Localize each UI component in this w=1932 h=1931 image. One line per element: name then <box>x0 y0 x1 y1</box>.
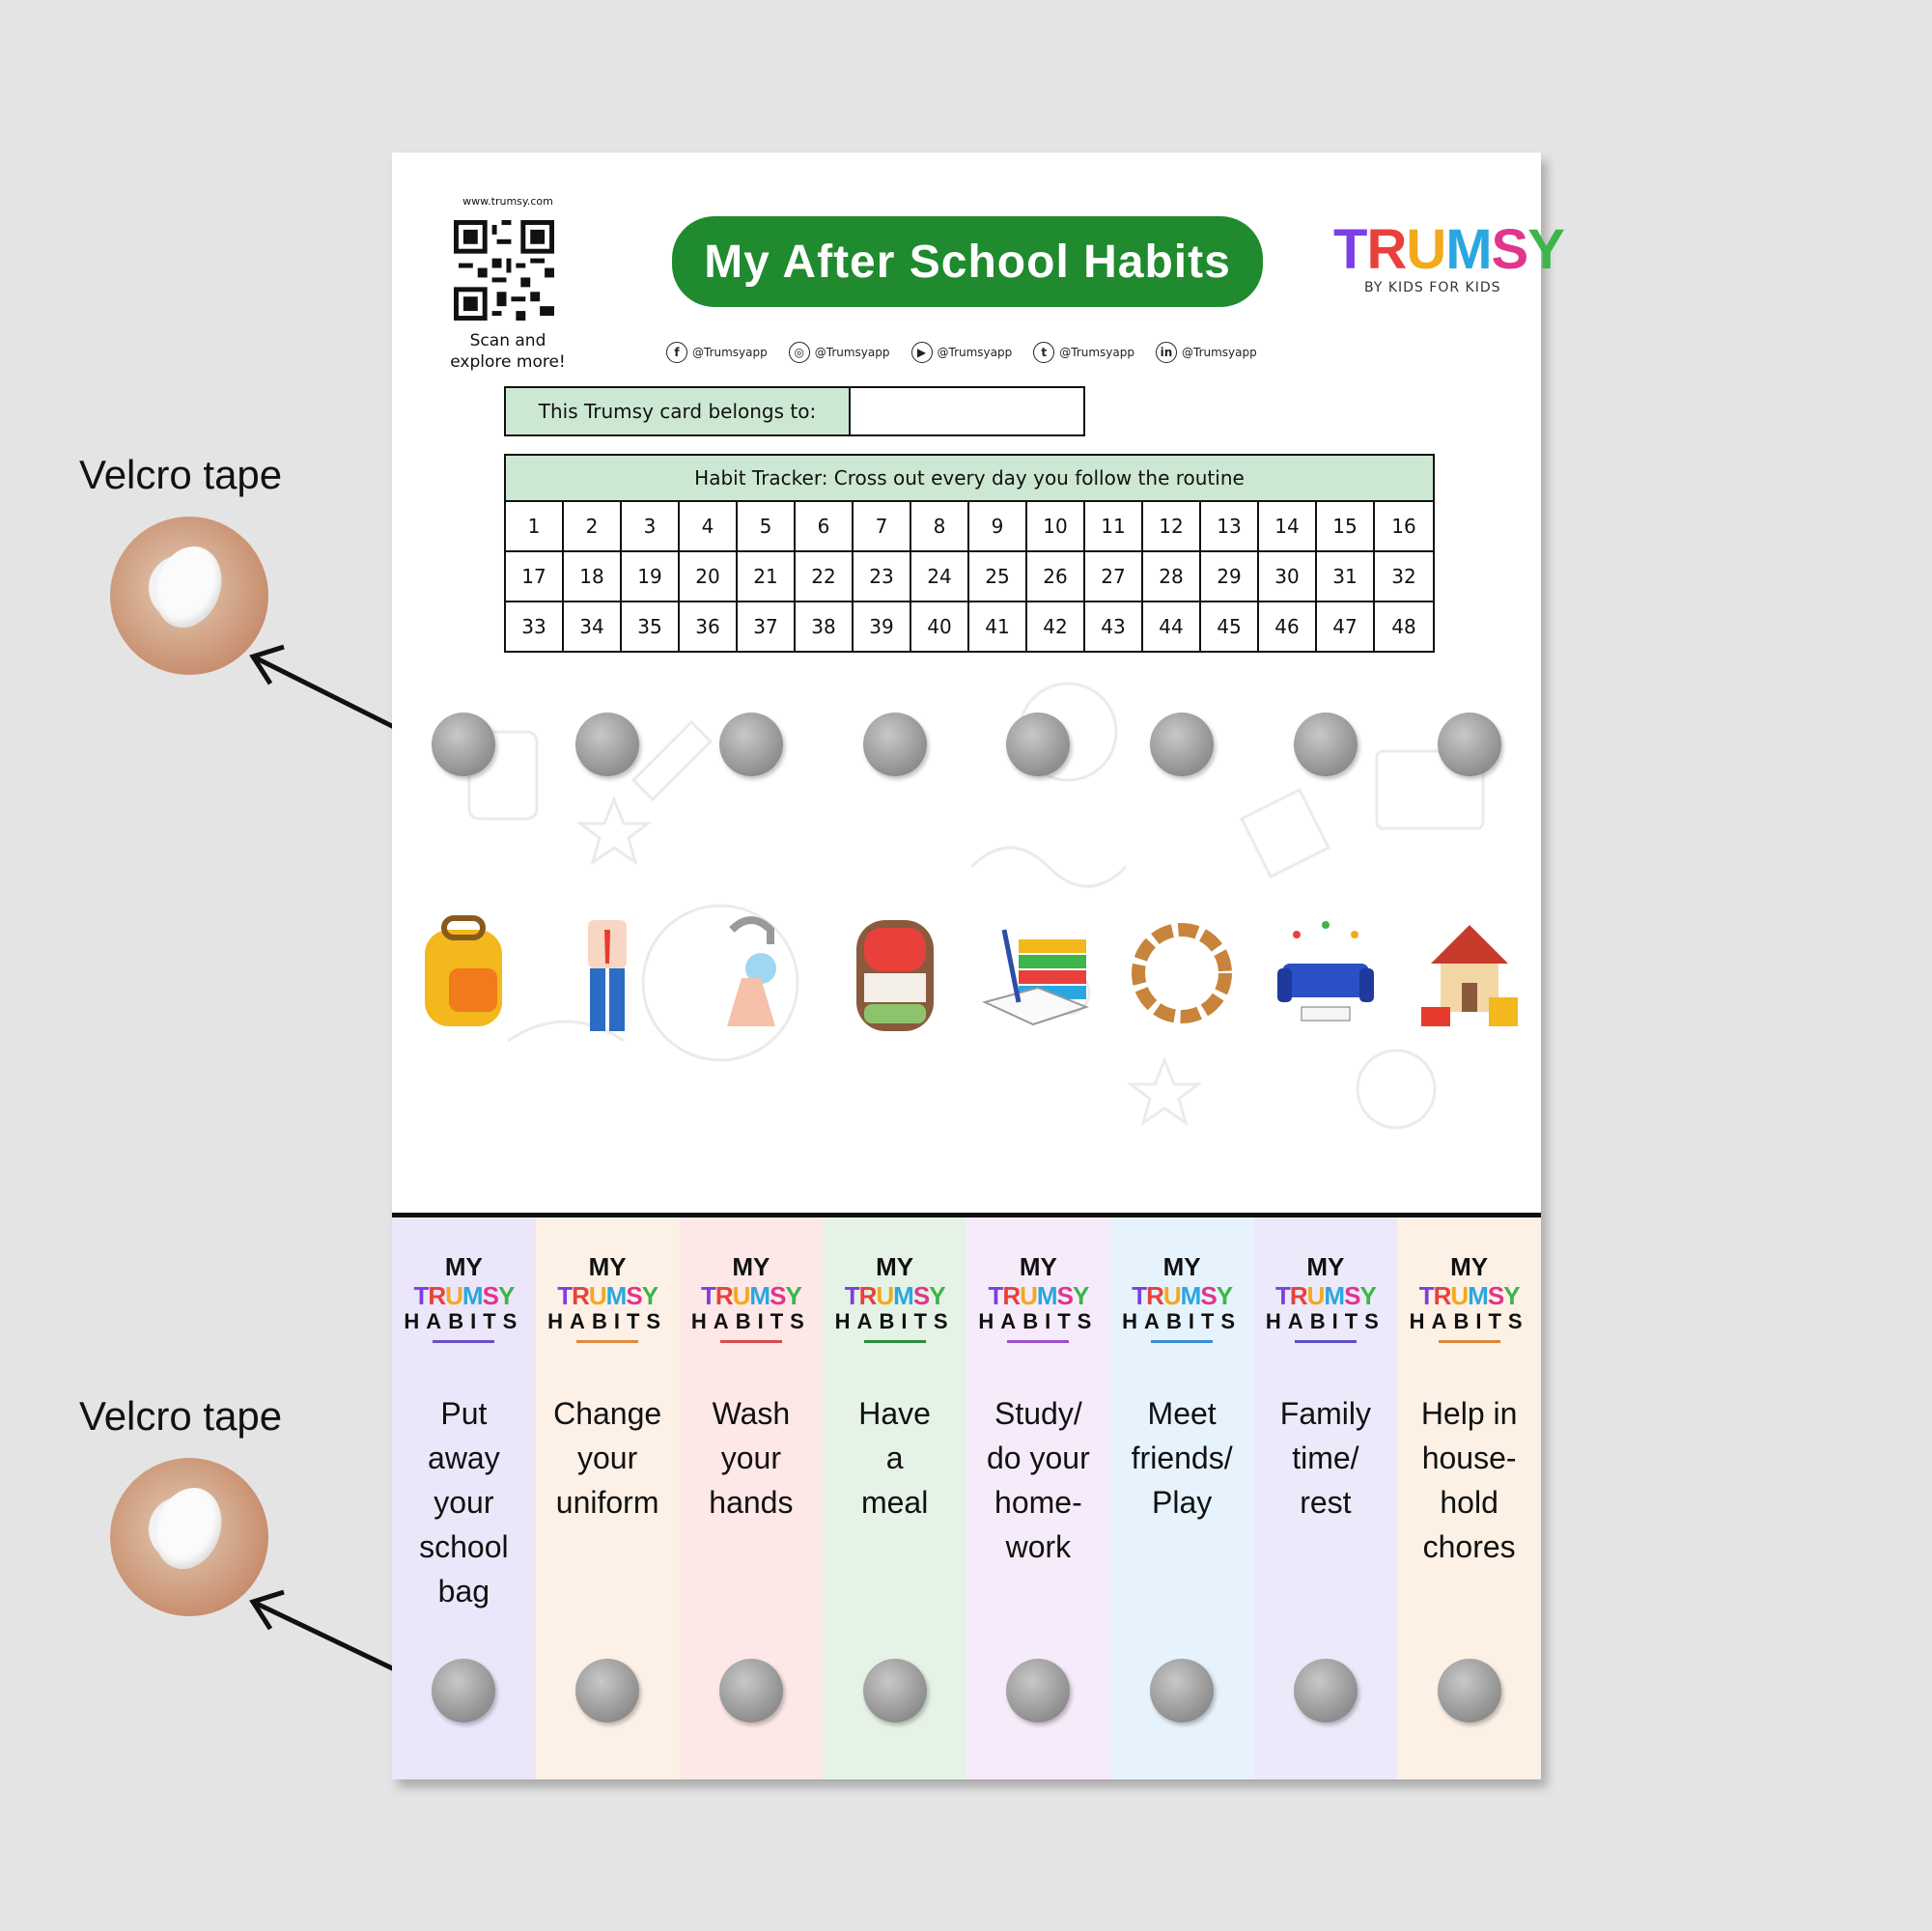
habit-label <box>1110 1391 1254 1525</box>
social-handle: @Trumsyapp <box>692 346 768 359</box>
velcro-dot-bottom-1 <box>432 1659 495 1722</box>
social-handle: @Trumsyapp <box>814 346 890 359</box>
tracker-day-cell[interactable]: 14 <box>1259 502 1317 552</box>
tracker-day-cell[interactable]: 19 <box>622 552 680 602</box>
tracker-day-cell[interactable]: 22 <box>796 552 854 602</box>
logo-wordmark: TRUMSY <box>1333 218 1564 281</box>
qr-caption: Scan and explore more! <box>450 331 566 372</box>
youtube-icon: ▶ <box>911 342 933 363</box>
tracker-day-cell[interactable]: 43 <box>1085 602 1143 651</box>
habit-label-line: meal <box>860 1485 929 1520</box>
tracker-day-cell[interactable]: 1 <box>506 502 564 552</box>
badge-habits: HABITS <box>1265 1309 1386 1333</box>
social-link-instagram[interactable] <box>789 342 890 363</box>
habit-label-line: house- <box>1421 1441 1517 1475</box>
my-trumsy-habits-badge <box>1254 1252 1398 1343</box>
habit-label-line: your <box>434 1485 494 1520</box>
habit-label-line: Put <box>440 1396 488 1431</box>
badge-underline <box>1151 1340 1213 1343</box>
social-link-linkedin[interactable] <box>1156 342 1257 363</box>
habit-label-line: hands <box>709 1485 794 1520</box>
badge-trumsy: TRUMSY <box>557 1281 658 1310</box>
tracker-day-cell[interactable]: 21 <box>738 552 796 602</box>
velcro-dot-top-6 <box>1150 713 1214 776</box>
badge-underline <box>1439 1340 1500 1343</box>
tracker-day-cell[interactable]: 7 <box>854 502 911 552</box>
my-trumsy-habits-badge <box>1110 1252 1254 1343</box>
logo-tagline: BY KIDS FOR KIDS <box>1364 280 1501 295</box>
habit-tracker <box>504 454 1435 653</box>
velcro-dot-bottom-8 <box>1438 1659 1501 1722</box>
tracker-title: Habit Tracker: Cross out every day you follow the routine <box>506 456 1433 502</box>
tracker-day-cell[interactable]: 38 <box>796 602 854 651</box>
tracker-day-cell[interactable]: 18 <box>564 552 622 602</box>
habit-label-line: your <box>577 1441 638 1475</box>
tracker-day-cell[interactable]: 40 <box>911 602 969 651</box>
tracker-day-cell[interactable]: 10 <box>1027 502 1085 552</box>
facebook-icon: f <box>666 342 687 363</box>
habit-label <box>823 1391 966 1525</box>
tracker-day-cell[interactable]: 34 <box>564 602 622 651</box>
badge-my: MY <box>1306 1252 1345 1281</box>
velcro-dot-top-2 <box>575 713 639 776</box>
tracker-day-cell[interactable]: 42 <box>1027 602 1085 651</box>
habit-card <box>392 153 1564 1779</box>
qr-code-icon[interactable] <box>454 220 554 321</box>
habit-label-line: bag <box>437 1574 490 1609</box>
habit-label-line: school <box>419 1529 509 1564</box>
social-link-tiktok[interactable] <box>1033 342 1134 363</box>
tracker-day-cell[interactable]: 33 <box>506 602 564 651</box>
habit-label-line: your <box>720 1441 781 1475</box>
badge-my: MY <box>1162 1252 1201 1281</box>
owner-field <box>504 386 1085 436</box>
tracker-day-cell[interactable]: 8 <box>911 502 969 552</box>
tracker-day-cell[interactable]: 4 <box>680 502 738 552</box>
habit-label-line: Wash <box>712 1396 791 1431</box>
velcro-dot-top-1 <box>432 713 495 776</box>
tracker-day-cell[interactable]: 46 <box>1259 602 1317 651</box>
social-handle: @Trumsyapp <box>1182 346 1257 359</box>
my-trumsy-habits-badge <box>1397 1252 1541 1343</box>
velcro-dot-top-3 <box>719 713 783 776</box>
badge-underline <box>1007 1340 1069 1343</box>
badge-habits: HABITS <box>547 1309 668 1333</box>
tracker-day-cell[interactable]: 41 <box>969 602 1027 651</box>
page-title: My After School Habits <box>672 216 1263 307</box>
badge-habits: HABITS <box>978 1309 1099 1333</box>
friends-circle-icon <box>1124 910 1240 1036</box>
social-link-facebook[interactable] <box>666 342 768 363</box>
lunchbox-icon <box>837 910 953 1036</box>
badge-trumsy: TRUMSY <box>1132 1281 1233 1310</box>
tracker-day-cell[interactable]: 23 <box>854 552 911 602</box>
trumsy-logo <box>1333 218 1564 295</box>
badge-habits: HABITS <box>690 1309 811 1333</box>
badge-underline <box>720 1340 782 1343</box>
tracker-day-cell[interactable]: 2 <box>564 502 622 552</box>
badge-underline <box>433 1340 494 1343</box>
habit-label-line: Meet <box>1147 1396 1217 1431</box>
tracker-day-cell[interactable]: 47 <box>1317 602 1375 651</box>
my-trumsy-habits-badge <box>392 1252 536 1343</box>
tracker-day-cell[interactable]: 5 <box>738 502 796 552</box>
tracker-day-cell[interactable]: 24 <box>911 552 969 602</box>
my-trumsy-habits-badge <box>823 1252 966 1343</box>
tracker-day-cell[interactable]: 28 <box>1143 552 1201 602</box>
velcro-label-top: Velcro tape <box>79 452 283 497</box>
tracker-day-cell[interactable]: 26 <box>1027 552 1085 602</box>
habit-label <box>536 1391 680 1525</box>
my-trumsy-habits-badge <box>966 1252 1110 1343</box>
social-links <box>666 342 1257 363</box>
hand-washing-icon <box>693 910 809 1036</box>
habit-label-line: rest <box>1300 1485 1352 1520</box>
habit-label-line: Family <box>1279 1396 1371 1431</box>
velcro-dot-bottom-7 <box>1294 1659 1358 1722</box>
velcro-dot-bottom-2 <box>575 1659 639 1722</box>
tracker-day-cell[interactable]: 6 <box>796 502 854 552</box>
tracker-day-cell[interactable]: 9 <box>969 502 1027 552</box>
velcro-dot-bottom-5 <box>1006 1659 1070 1722</box>
badge-underline <box>864 1340 926 1343</box>
habit-label <box>966 1391 1110 1569</box>
tracker-day-cell[interactable]: 39 <box>854 602 911 651</box>
social-handle: @Trumsyapp <box>937 346 1013 359</box>
homework-books-icon <box>980 910 1096 1036</box>
habit-label-line: hold <box>1440 1485 1498 1520</box>
linkedin-icon: in <box>1156 342 1177 363</box>
tracker-day-cell[interactable]: 12 <box>1143 502 1201 552</box>
owner-name-input[interactable] <box>851 388 1083 434</box>
instagram-icon: ◎ <box>789 342 810 363</box>
velcro-dot-bottom-6 <box>1150 1659 1214 1722</box>
tracker-day-cell[interactable]: 45 <box>1201 602 1259 651</box>
habit-label-line: Study/ <box>994 1396 1082 1431</box>
habit-label-line: friends/ <box>1131 1441 1233 1475</box>
badge-my: MY <box>444 1252 483 1281</box>
badge-underline <box>1295 1340 1357 1343</box>
tracker-day-cell[interactable]: 32 <box>1375 552 1433 602</box>
habit-label-line: away <box>428 1441 500 1475</box>
tracker-day-cell[interactable]: 11 <box>1085 502 1143 552</box>
badge-my: MY <box>1019 1252 1057 1281</box>
social-link-youtube[interactable] <box>911 342 1013 363</box>
tracker-grid <box>506 502 1433 651</box>
habit-label-line: time/ <box>1292 1441 1359 1475</box>
tracker-day-cell[interactable]: 3 <box>622 502 680 552</box>
tracker-day-cell[interactable]: 25 <box>969 552 1027 602</box>
habit-label-line: Play <box>1152 1485 1213 1520</box>
my-trumsy-habits-badge <box>536 1252 680 1343</box>
velcro-dot-top-8 <box>1438 713 1501 776</box>
tracker-day-cell[interactable]: 15 <box>1317 502 1375 552</box>
badge-underline <box>576 1340 638 1343</box>
tracker-day-cell[interactable]: 31 <box>1317 552 1375 602</box>
badge-trumsy: TRUMSY <box>1274 1281 1376 1310</box>
badge-trumsy: TRUMSY <box>1418 1281 1520 1310</box>
habit-label-line: home- <box>994 1485 1082 1520</box>
habit-label-line: chores <box>1422 1529 1516 1564</box>
owner-label: This Trumsy card belongs to: <box>506 388 851 434</box>
habit-label-line: uniform <box>555 1485 659 1520</box>
uniform-icon <box>549 910 665 1036</box>
habit-label-line: Change <box>553 1396 662 1431</box>
social-handle: @Trumsyapp <box>1059 346 1134 359</box>
velcro-dot-bottom-4 <box>863 1659 927 1722</box>
badge-habits: HABITS <box>404 1309 524 1333</box>
velcro-dot-bottom-3 <box>719 1659 783 1722</box>
tracker-day-cell[interactable]: 44 <box>1143 602 1201 651</box>
tracker-day-cell[interactable]: 20 <box>680 552 738 602</box>
badge-trumsy: TRUMSY <box>988 1281 1089 1310</box>
tiktok-icon: t <box>1033 342 1054 363</box>
badge-trumsy: TRUMSY <box>844 1281 945 1310</box>
tracker-day-cell[interactable]: 37 <box>738 602 796 651</box>
habit-label <box>1254 1391 1398 1525</box>
velcro-dot-top-5 <box>1006 713 1070 776</box>
habit-label <box>680 1391 824 1525</box>
badge-my: MY <box>732 1252 770 1281</box>
badge-habits: HABITS <box>1122 1309 1243 1333</box>
badge-trumsy: TRUMSY <box>700 1281 801 1310</box>
tracker-day-cell[interactable]: 13 <box>1201 502 1259 552</box>
habit-label-line: a <box>885 1441 904 1475</box>
tracker-day-cell[interactable]: 16 <box>1375 502 1433 552</box>
habit-label-line: work <box>1005 1529 1072 1564</box>
badge-habits: HABITS <box>1409 1309 1529 1333</box>
velcro-label-bottom: Velcro tape <box>79 1393 283 1439</box>
badge-trumsy: TRUMSY <box>413 1281 515 1310</box>
website-url: www.trumsy.com <box>462 195 553 208</box>
habit-label-line: do your <box>987 1441 1090 1475</box>
badge-my: MY <box>876 1252 914 1281</box>
tracker-day-cell[interactable]: 27 <box>1085 552 1143 602</box>
badge-my: MY <box>588 1252 627 1281</box>
tracker-day-cell[interactable]: 17 <box>506 552 564 602</box>
house-chores-icon <box>1412 910 1527 1036</box>
backpack-icon <box>406 910 521 1036</box>
tracker-day-cell[interactable]: 35 <box>622 602 680 651</box>
velcro-dot-top-4 <box>863 713 927 776</box>
habit-label-line: Help in <box>1420 1396 1518 1431</box>
family-couch-icon <box>1268 910 1384 1036</box>
badge-habits: HABITS <box>834 1309 955 1333</box>
tracker-day-cell[interactable]: 48 <box>1391 615 1416 638</box>
tracker-day-cell[interactable]: 36 <box>680 602 738 651</box>
habit-label <box>1397 1391 1541 1569</box>
tracker-day-cell[interactable]: 29 <box>1201 552 1259 602</box>
tracker-day-cell[interactable]: 30 <box>1259 552 1317 602</box>
velcro-dot-top-7 <box>1294 713 1358 776</box>
badge-my: MY <box>1450 1252 1489 1281</box>
my-trumsy-habits-badge <box>680 1252 824 1343</box>
habit-label <box>392 1391 536 1613</box>
habit-label-line: Have <box>858 1396 931 1431</box>
